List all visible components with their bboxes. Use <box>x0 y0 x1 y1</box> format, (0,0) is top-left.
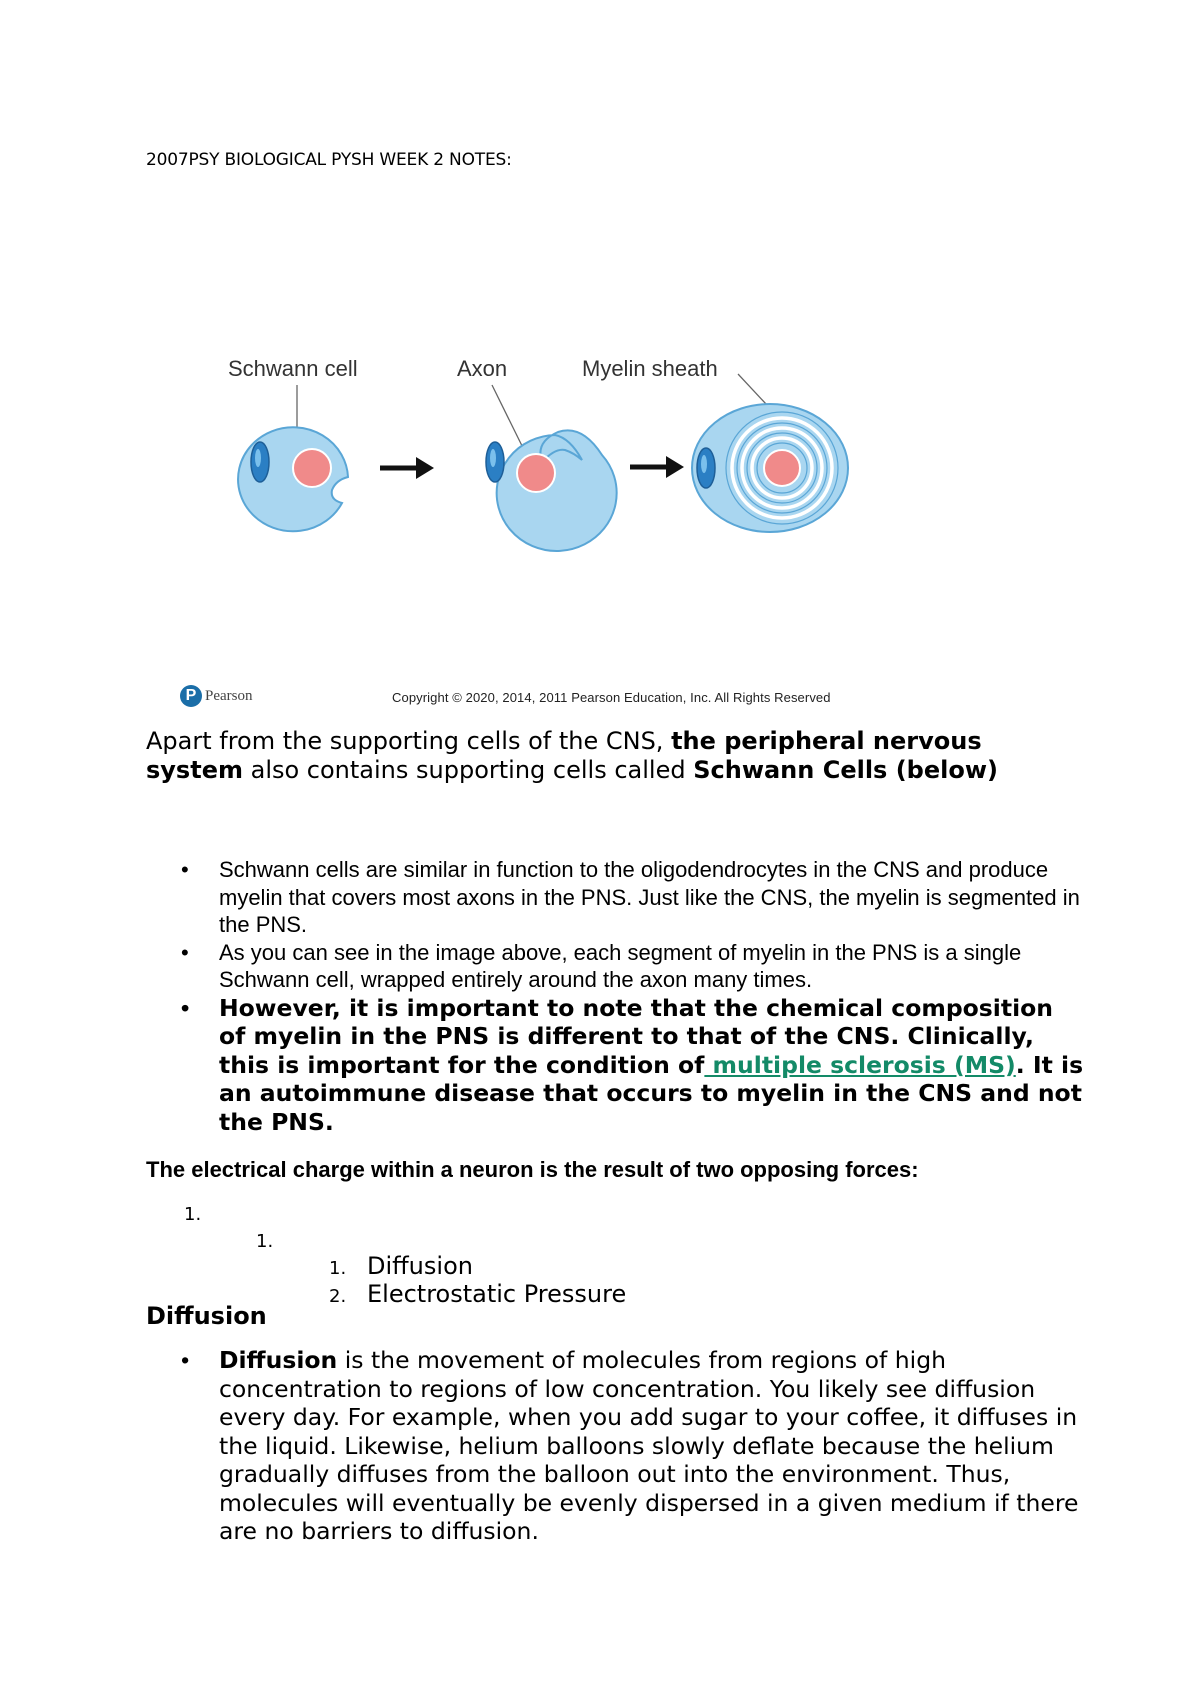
bullet-icon: • <box>181 857 189 882</box>
list-number: 1. <box>256 1231 274 1252</box>
bullet-icon: • <box>181 994 190 1021</box>
diffusion-heading: Diffusion <box>146 1302 267 1330</box>
label-schwann-cell: Schwann cell <box>228 356 358 381</box>
list-item-text: As you can see in the image above, each segment of myelin in the PNS is a single Schwann cell, wrapped entirely around the axon many times. <box>219 939 1022 992</box>
schwann-cell-stage-3 <box>692 404 848 532</box>
arrow-icon <box>380 457 434 479</box>
pearson-wordmark: Pearson <box>205 687 253 704</box>
intro-text-1: Apart from the supporting cells of the CNS, <box>146 727 672 755</box>
document-title: 2007PSY BIOLOGICAL PYSH WEEK 2 NOTES: <box>146 150 512 170</box>
axon-1 <box>293 449 331 487</box>
bullet-icon: • <box>181 939 189 965</box>
diffusion-list <box>146 1346 1086 1546</box>
schwann-cell-stage-1 <box>238 427 348 531</box>
intro-bold-2: Schwann Cells (below) <box>693 756 998 784</box>
list-number: 1. <box>184 1204 202 1225</box>
arrow-icon <box>630 456 684 478</box>
intro-bold-1: the peripheral nervous system <box>146 727 982 784</box>
list-item-text: However, it is important to note that the chemical composition of myelin in the PNS is different to that of the CNS. Clinically, this is important for the condition of <box>219 993 1053 1079</box>
list-item <box>146 994 1086 1137</box>
list-number: 2. <box>329 1286 347 1307</box>
diffusion-term: Diffusion <box>219 1346 338 1374</box>
axon-3 <box>764 450 800 486</box>
schwann-cell-figure <box>170 340 910 710</box>
list-number: 1. <box>329 1258 347 1279</box>
force-electrostatic: Electrostatic Pressure <box>367 1280 627 1308</box>
pearson-logo-icon: P <box>180 685 202 707</box>
leader-myelin <box>738 374 766 404</box>
copyright-notice: Copyright © 2020, 2014, 2011 Pearson Education, Inc. All Rights Reserved <box>392 690 831 705</box>
force-diffusion: Diffusion <box>367 1252 473 1280</box>
list-item <box>146 939 1086 994</box>
charge-heading: The electrical charge within a neuron is the result of two opposing forces: <box>146 1157 919 1182</box>
list-item <box>146 856 1086 939</box>
bullet-icon: • <box>181 1347 190 1373</box>
intro-text-2: also contains supporting cells called <box>242 756 694 784</box>
list-item-text: . It is an autoimmune disease that occurs to myelin in the CNS and not the PNS. <box>219 1050 1084 1136</box>
diffusion-text: is the movement of molecules from regions of high concentration to regions of low concentration. You likely see diffusion every day. For example, when you add sugar to your coffee, it diffuses in the liquid. Likewise, helium balloons slowly deflate because the helium gradually diffuses from the balloon out into the environment. Thus, molecules will eventually be evenly dispersed in a given medium if there are no barriers to diffusion. <box>219 1346 1079 1545</box>
myelination-diagram <box>170 340 910 640</box>
axon-2 <box>517 454 555 492</box>
label-axon: Axon <box>457 356 508 381</box>
schwann-cell-stage-2 <box>486 430 617 551</box>
list-item-text: Schwann cells are similar in function to the oligodendrocytes in the CNS and produce myelin that covers most axons in the PNS. Just like the CNS, the myelin is segmented in the PNS. <box>219 857 1080 937</box>
multiple-sclerosis-link[interactable]: multiple sclerosis (MS) <box>704 1050 1016 1079</box>
intro-paragraph <box>146 727 1076 785</box>
label-myelin-sheath: Myelin sheath <box>582 356 718 381</box>
list-item <box>146 1346 1086 1546</box>
schwann-bullet-list <box>146 856 1086 1136</box>
pearson-logo <box>180 685 253 707</box>
